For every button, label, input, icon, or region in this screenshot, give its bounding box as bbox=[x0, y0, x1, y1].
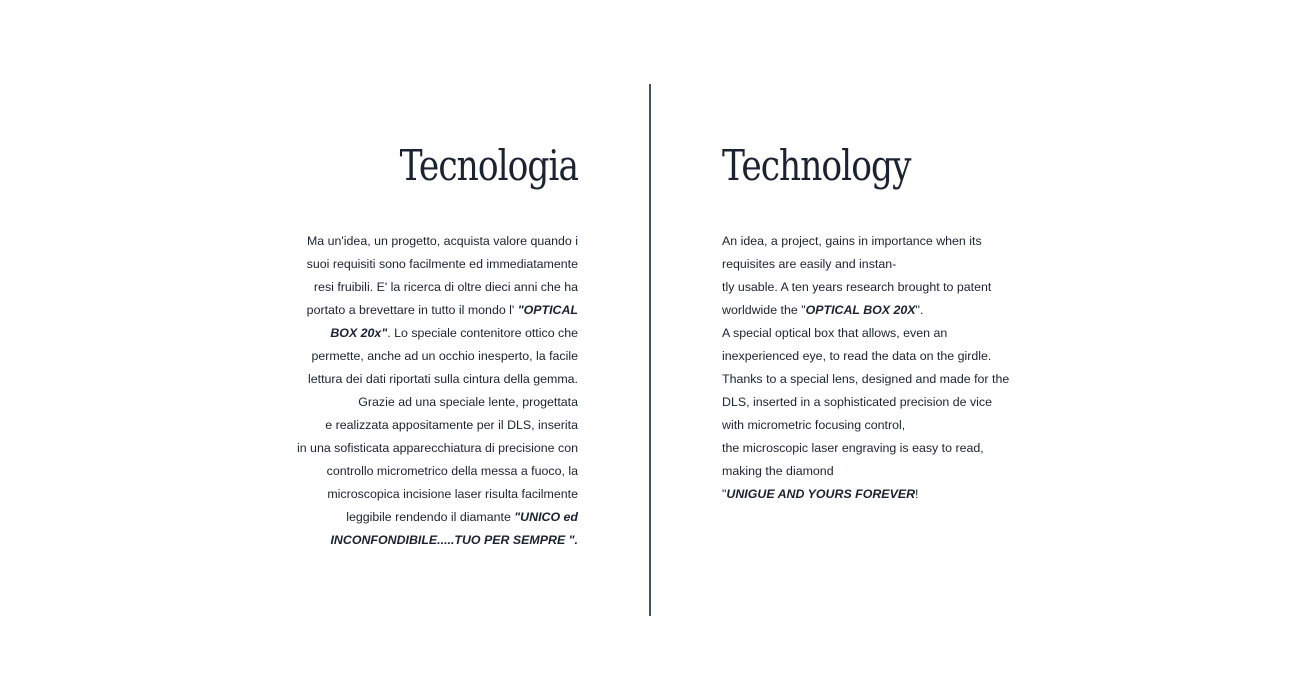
text-line bbox=[278, 322, 578, 345]
text-line bbox=[278, 529, 578, 552]
text-segment: suoi requisiti sono facilmente ed immediatamente bbox=[306, 257, 578, 271]
text-line bbox=[278, 299, 578, 322]
english-column bbox=[722, 140, 1022, 506]
text-line bbox=[722, 299, 1022, 322]
text-segment: portato a brevettare in tutto il mondo l' bbox=[306, 303, 518, 317]
text-line bbox=[278, 506, 578, 529]
emphasized-text: "OPTICAL bbox=[517, 303, 578, 317]
text-segment: e realizzata appositamente per il DLS, inserita bbox=[325, 418, 578, 432]
text-line bbox=[722, 391, 1022, 414]
text-line bbox=[278, 483, 578, 506]
text-segment: leggibile rendendo il diamante bbox=[346, 510, 515, 524]
text-segment: Ma un'idea, un progetto, acquista valore quando i bbox=[306, 234, 578, 248]
text-segment: making the diamond bbox=[722, 464, 834, 478]
text-segment: ". bbox=[915, 303, 924, 317]
text-line bbox=[722, 368, 1022, 391]
english-body bbox=[722, 230, 1022, 506]
text-line bbox=[722, 483, 1022, 506]
text-segment: inexperienced eye, to read the data on the girdle. bbox=[722, 349, 992, 363]
italian-body bbox=[278, 230, 578, 552]
text-line bbox=[278, 460, 578, 483]
text-line bbox=[722, 276, 1022, 299]
text-line bbox=[278, 345, 578, 368]
text-line bbox=[722, 230, 1022, 253]
text-segment: requisites are easily and instan- bbox=[722, 257, 897, 271]
text-segment: microscopica incisione laser risulta facilmente bbox=[327, 487, 578, 501]
text-line bbox=[722, 253, 1022, 276]
text-line bbox=[722, 460, 1022, 483]
text-line bbox=[278, 276, 578, 299]
text-segment: resi fruibili. E' la ricerca di oltre dieci anni che ha bbox=[313, 280, 578, 294]
text-line bbox=[278, 253, 578, 276]
text-segment: controllo micrometrico della messa a fuoco, la bbox=[326, 464, 578, 478]
text-segment: tly usable. A ten years research brought to patent bbox=[722, 280, 992, 294]
text-segment: ! bbox=[915, 487, 919, 501]
text-line bbox=[278, 437, 578, 460]
text-line bbox=[278, 368, 578, 391]
text-segment: " bbox=[722, 487, 727, 501]
emphasized-text: UNIGUE AND YOURS FOREVER bbox=[726, 487, 916, 501]
text-line bbox=[722, 345, 1022, 368]
text-line bbox=[722, 322, 1022, 345]
emphasized-text: OPTICAL BOX 20X bbox=[805, 303, 916, 317]
emphasized-text: BOX 20x" bbox=[330, 326, 388, 340]
english-title: Technology bbox=[722, 141, 911, 190]
text-segment: An idea, a project, gains in importance when its bbox=[722, 234, 982, 248]
italian-title: Tecnologia bbox=[399, 141, 578, 190]
text-line bbox=[722, 437, 1022, 460]
emphasized-text: "UNICO ed bbox=[514, 510, 578, 524]
text-segment: Grazie ad una speciale lente, progettata bbox=[358, 395, 578, 409]
text-line bbox=[278, 230, 578, 253]
text-line bbox=[722, 414, 1022, 437]
italian-column bbox=[278, 140, 578, 552]
text-segment: . Lo speciale contenitore ottico che bbox=[387, 326, 578, 340]
text-segment: the microscopic laser engraving is easy to read, bbox=[722, 441, 984, 455]
text-segment: Thanks to a special lens, designed and made for the bbox=[722, 372, 1010, 386]
text-segment: in una sofisticata apparecchiatura di precisione con bbox=[296, 441, 578, 455]
center-divider bbox=[649, 84, 651, 616]
text-segment: worldwide the " bbox=[722, 303, 806, 317]
text-line bbox=[278, 391, 578, 414]
text-segment: with micrometric focusing control, bbox=[722, 418, 906, 432]
text-segment: DLS, inserted in a sophisticated precision de vice bbox=[722, 395, 992, 409]
text-line bbox=[278, 414, 578, 437]
text-segment: permette, anche ad un occhio inesperto, la facile bbox=[311, 349, 578, 363]
text-segment: A special optical box that allows, even an bbox=[722, 326, 948, 340]
text-segment: lettura dei dati riportati sulla cintura della gemma. bbox=[308, 372, 578, 386]
emphasized-text: INCONFONDIBILE.....TUO PER SEMPRE ". bbox=[330, 533, 578, 547]
